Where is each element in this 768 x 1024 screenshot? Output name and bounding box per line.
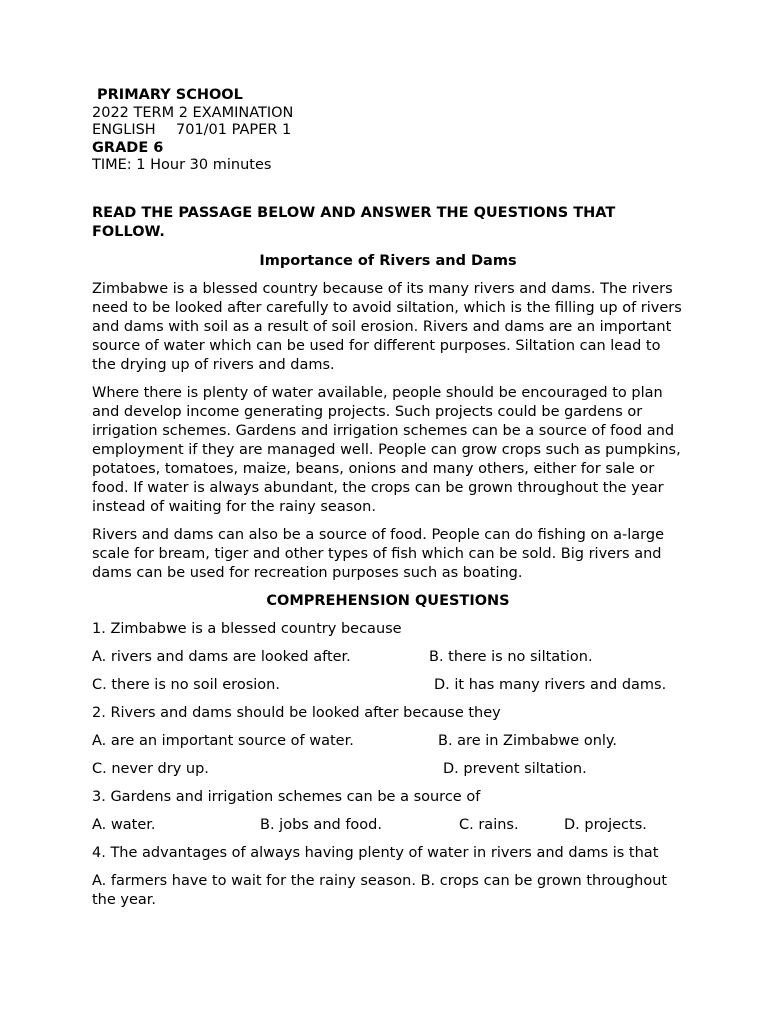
grade-label: GRADE 6 [92, 139, 164, 156]
option-d: D. prevent siltation. [443, 760, 587, 777]
option-a: A. rivers and dams are looked after. [92, 648, 351, 665]
exam-header [92, 87, 684, 175]
question-1-options-row-2 [92, 676, 684, 695]
passage-paragraph-2: Where there is plenty of water available, people should be encouraged to plan and develop income generating projects. Such projects could be gardens or irrigation schemes. Gardens and irrigation schemes can be a source of food and employment if they are managed well. People can grow crops such as pumpkins, potatoes, tomatoes, maize, beans, onions and many others, either for sale or food. If water is always abundant, the crops can be grown throughout the year instead of waiting for the rainy season. [92, 384, 681, 515]
question-2-options-row-1 [92, 732, 684, 751]
option-c: C. never dry up. [92, 760, 209, 777]
questions-heading: COMPREHENSION QUESTIONS [266, 592, 510, 609]
exam-title: 2022 TERM 2 EXAMINATION [92, 104, 294, 121]
question-3-options [92, 816, 684, 835]
option-a: A. water. [92, 816, 156, 833]
school-name: PRIMARY SCHOOL [97, 87, 243, 103]
option-b: B. jobs and food. [260, 816, 382, 833]
option-a: A. are an important source of water. [92, 732, 354, 749]
option-c: C. rains. [459, 816, 519, 833]
time-allowed: TIME: 1 Hour 30 minutes [92, 157, 272, 173]
passage-paragraph-3: Rivers and dams can also be a source of food. People can do fishing on a-large scale for bream, tiger and other types of fish which can be sold. Big rivers and dams can be used for recreation purposes such as boating. [92, 526, 665, 581]
question-1-options-row-1 [92, 648, 684, 667]
passage-paragraph-1: Zimbabwe is a blessed country because of its many rivers and dams. The rivers need to be looked after carefully to avoid siltation, which is the filling up of rivers and dams with soil as a result of soil erosion. Rivers and dams are an important source of water which can be used for different purposes. Siltation can lead to the drying up of rivers and dams. [92, 280, 682, 373]
question-4-stem: 4. The advantages of always having plenty of water in rivers and dams is that [92, 844, 659, 861]
question-3-stem: 3. Gardens and irrigation schemes can be a source of [92, 788, 481, 805]
option-d: D. it has many rivers and dams. [434, 676, 667, 693]
option-b: B. are in Zimbabwe only. [438, 732, 618, 749]
option-c: C. there is no soil erosion. [92, 676, 280, 693]
passage-title: Importance of Rivers and Dams [259, 252, 517, 269]
question-1-stem: 1. Zimbabwe is a blessed country because [92, 620, 402, 637]
paper-code: 701/01 PAPER 1 [176, 122, 292, 138]
question-4-options: A. farmers have to wait for the rainy season. B. crops can be grown throughout the year. [92, 872, 668, 908]
question-2-stem: 2. Rivers and dams should be looked after because they [92, 704, 501, 721]
instruction: READ THE PASSAGE BELOW AND ANSWER THE QUESTIONS THAT FOLLOW. [92, 204, 616, 240]
option-d: D. projects. [564, 816, 647, 833]
question-2-options-row-2 [92, 760, 684, 779]
subject-name: ENGLISH [92, 122, 156, 138]
option-b: B. there is no siltation. [429, 648, 593, 665]
exam-page [92, 87, 684, 910]
subject-line [92, 122, 684, 140]
